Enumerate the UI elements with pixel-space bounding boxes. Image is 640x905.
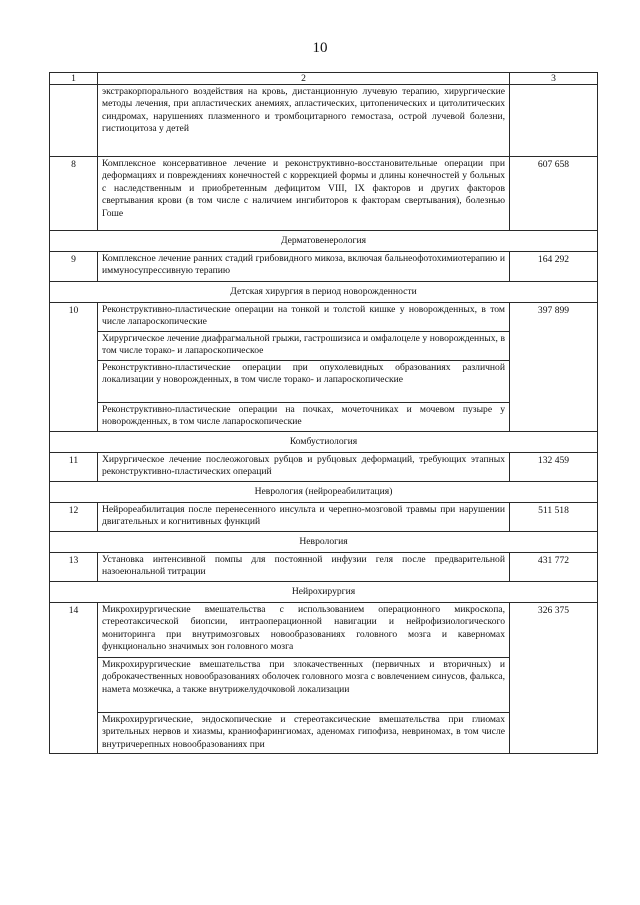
row-number: 13: [50, 552, 98, 581]
services-table: [49, 72, 598, 754]
section-title: Нейрохирургия: [50, 581, 598, 602]
header-col-2: 2: [98, 73, 510, 85]
row-description: экстракорпорального воздействия на кровь, дистанционную лучевую терапию, хирургические методы лечения, при апластических анемиях, апластических, цитопенических и цитолитических синдромах, нарушениях плазменного и тромбоцитарного гемостаза, острой лучевой болезни, гистиоцитоза у детей: [98, 85, 510, 157]
row-value: 511 518: [510, 502, 598, 531]
table-row: [50, 452, 598, 481]
row-value: 132 459: [510, 452, 598, 481]
section-title: Неврология (нейрореабилитация): [50, 481, 598, 502]
row-description: Реконструктивно-пластические операции на тонкой и толстой кишке у новорожденных, в том числе лапароскопические: [98, 303, 510, 332]
section-header: [50, 282, 598, 303]
row-description: Установка интенсивной помпы для постоянной инфузии геля после предварительной назоеюнальной титрации: [98, 552, 510, 581]
section-header: [50, 431, 598, 452]
row-description: Микрохирургические, эндоскопические и стереотаксические вмешательства при глиомах зрительных нервов и хиазмы, краниофарингиомах, аденомах гипофиза, невриномах, в том числе внутричерепных новообразованиях при: [98, 712, 510, 753]
section-header: [50, 231, 598, 252]
table-row: [50, 602, 598, 657]
table-row: [50, 552, 598, 581]
row-value: 431 772: [510, 552, 598, 581]
table-row: [50, 502, 598, 531]
header-col-3: 3: [510, 73, 598, 85]
header-col-1: 1: [50, 73, 98, 85]
row-number: 14: [50, 602, 98, 753]
page-number: 10: [312, 40, 328, 56]
row-description: Комплексное консервативное лечение и реконструктивно-восстановительные операции при деформациях и повреждениях конечностей с коррекцией формы и длины конечностей у больных с наследственным и приобретенным дефицитом VIII, IX факторов и других факторов свертывания крови (в том числе с наличием ингибиторов к факторам свертывания), болезнью Гоше: [98, 157, 510, 231]
row-value: 326 375: [510, 602, 598, 753]
row-value: 607 658: [510, 157, 598, 231]
row-description: Нейрореабилитация после перенесенного инсульта и черепно-мозговой травмы при нарушении двигательных и когнитивных функций: [98, 502, 510, 531]
table-header-row: [50, 73, 598, 85]
row-description: Реконструктивно-пластические операции на почках, мочеточниках и мочевом пузыре у новорожденных, в том числе лапароскопические: [98, 402, 510, 431]
row-description: Хирургическое лечение послеожоговых рубцов и рубцовых деформаций, требующих этапных реконструктивно-пластических операций: [98, 452, 510, 481]
row-number: 11: [50, 452, 98, 481]
section-header: [50, 481, 598, 502]
section-title: Детская хирургия в период новорожденности: [50, 282, 598, 303]
row-description: Хирургическое лечение диафрагмальной грыжи, гастрошизиса и омфалоцеле у новорожденных, в том числе торако- и лапароскопическое: [98, 332, 510, 361]
section-title: Комбустиология: [50, 431, 598, 452]
row-number: 10: [50, 303, 98, 432]
row-description: Микрохирургические вмешательства с использованием операционного микроскопа, стереотаксической биопсии, интраоперационной навигации и нейрофизиологического мониторинга при внутримозговых новообразованиях головного мозга и каверномах функционально значимых зон головного мозга: [98, 602, 510, 657]
row-number: 9: [50, 252, 98, 282]
row-number: 8: [50, 157, 98, 231]
row-description: Реконструктивно-пластические операции при опухолевидных образованиях различной локализации у новорожденных, в том числе торако- и лапароскопические: [98, 360, 510, 402]
row-description: Микрохирургические вмешательства при злокачественных (первичных и вторичных) и доброкачественных новообразованиях оболочек головного мозга с вовлечением синусов, фалькса, намета мозжечка, а также внутрижелудочковой локализации: [98, 657, 510, 712]
table-row: [50, 85, 598, 157]
section-header: [50, 531, 598, 552]
row-number: 12: [50, 502, 98, 531]
row-value: 164 292: [510, 252, 598, 282]
section-title: Неврология: [50, 531, 598, 552]
row-value: 397 899: [510, 303, 598, 432]
section-title: Дерматовенерология: [50, 231, 598, 252]
table-row: [50, 157, 598, 231]
section-header: [50, 581, 598, 602]
table-row: [50, 252, 598, 282]
row-description: Комплексное лечение ранних стадий грибовидного микоза, включая бальнеофотохимиотерапию и иммуносупрессивную терапию: [98, 252, 510, 282]
table-row: [50, 303, 598, 332]
